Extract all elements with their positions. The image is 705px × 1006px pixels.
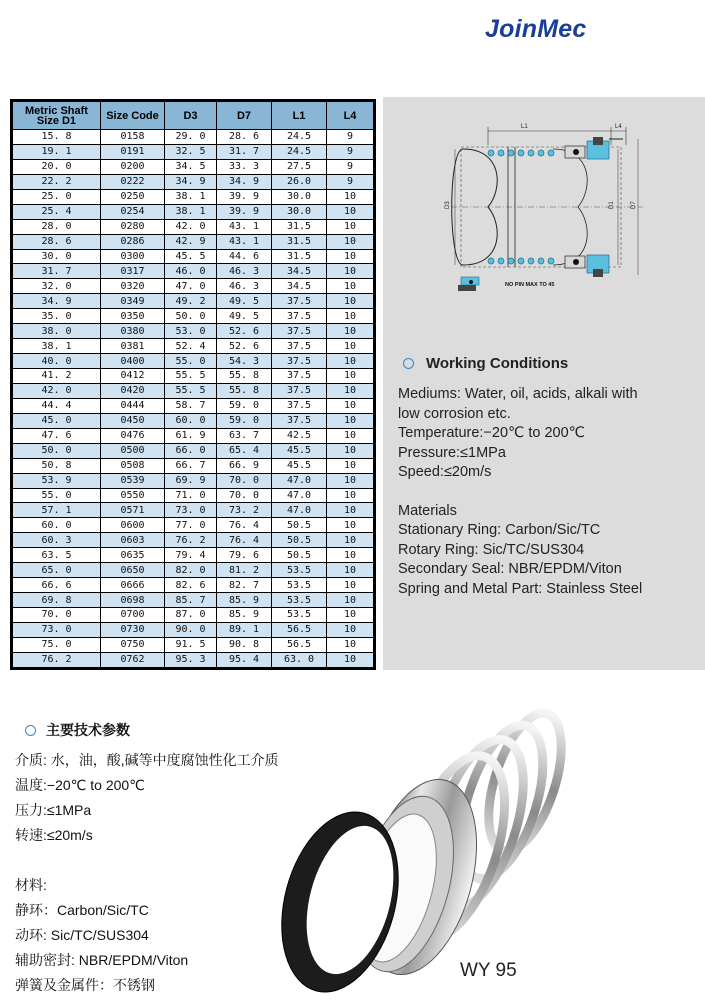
table-cell: 37.5 xyxy=(272,383,327,398)
cn-stationary: 静环：Carbon/Sic/TC xyxy=(15,902,149,918)
materials-heading: Materials xyxy=(398,502,457,519)
table-cell: 31.5 xyxy=(272,234,327,249)
cn-pressure: 压力:≤1MPa xyxy=(15,802,92,818)
table-cell: 66. 0 xyxy=(165,443,217,458)
table-row xyxy=(13,369,374,384)
table-cell: 10 xyxy=(327,279,374,294)
table-cell: 0254 xyxy=(101,204,165,219)
table-cell: 82. 7 xyxy=(217,578,272,593)
cn-materials: 材料: xyxy=(15,877,47,893)
table-cell: 10 xyxy=(327,578,374,593)
header-d7: D7 xyxy=(217,102,272,130)
table-cell: 32. 0 xyxy=(13,279,101,294)
table-cell: 10 xyxy=(327,413,374,428)
table-cell: 85. 9 xyxy=(217,593,272,608)
table-cell: 44. 4 xyxy=(13,398,101,413)
table-cell: 0476 xyxy=(101,428,165,443)
table-cell: 71. 0 xyxy=(165,488,217,503)
table-cell: 30.0 xyxy=(272,189,327,204)
table-cell: 43. 1 xyxy=(217,234,272,249)
table-cell: 38. 1 xyxy=(165,189,217,204)
table-row xyxy=(13,339,374,354)
table-cell: 20. 0 xyxy=(13,159,101,174)
drawing-panel xyxy=(383,97,705,670)
cn-temperature: 温度:−20℃ to 200℃ xyxy=(15,777,145,793)
table-cell: 82. 6 xyxy=(165,578,217,593)
table-cell: 10 xyxy=(327,622,374,637)
table-cell: 55. 5 xyxy=(165,383,217,398)
cn-medium: 介质: 水，油，酸,碱等中度腐蚀性化工介质 xyxy=(15,752,279,768)
table-cell: 76. 4 xyxy=(217,533,272,548)
table-cell: 34.5 xyxy=(272,279,327,294)
table-row xyxy=(13,249,374,264)
table-cell: 75. 0 xyxy=(13,637,101,652)
pin-note: NO PIN MAX TO 45 xyxy=(505,282,555,288)
table-cell: 0158 xyxy=(101,130,165,145)
table-cell: 28. 6 xyxy=(13,234,101,249)
table-cell: 37.5 xyxy=(272,398,327,413)
table-cell: 45. 5 xyxy=(165,249,217,264)
table-cell: 10 xyxy=(327,518,374,533)
working-conditions-title xyxy=(403,355,568,372)
table-cell: 0603 xyxy=(101,533,165,548)
table-cell: 55. 0 xyxy=(165,354,217,369)
table-cell: 10 xyxy=(327,637,374,652)
table-cell: 0508 xyxy=(101,458,165,473)
table-cell: 32. 5 xyxy=(165,144,217,159)
table-cell: 52. 6 xyxy=(217,339,272,354)
table-row xyxy=(13,443,374,458)
product-name: WY 95 xyxy=(460,960,517,981)
table-cell: 10 xyxy=(327,294,374,309)
table-row xyxy=(13,593,374,608)
table-cell: 69. 8 xyxy=(13,593,101,608)
table-cell: 0571 xyxy=(101,503,165,518)
table-cell: 55. 5 xyxy=(165,369,217,384)
table-cell: 47.0 xyxy=(272,473,327,488)
table-cell: 37.5 xyxy=(272,354,327,369)
table-row xyxy=(13,219,374,234)
table-cell: 56.5 xyxy=(272,622,327,637)
table-cell: 0349 xyxy=(101,294,165,309)
table-cell: 30.0 xyxy=(272,204,327,219)
table-cell: 39. 9 xyxy=(217,189,272,204)
speed-line: Speed:≤20m/s xyxy=(398,464,492,480)
table-cell: 10 xyxy=(327,458,374,473)
table-cell: 70. 0 xyxy=(13,608,101,623)
table-cell: 49. 5 xyxy=(217,294,272,309)
table-cell: 0420 xyxy=(101,383,165,398)
table-row xyxy=(13,622,374,637)
table-cell: 35. 0 xyxy=(13,309,101,324)
table-cell: 49. 2 xyxy=(165,294,217,309)
table-cell: 38. 0 xyxy=(13,324,101,339)
table-cell: 9 xyxy=(327,144,374,159)
table-cell: 76. 2 xyxy=(13,652,101,667)
table-cell: 77. 0 xyxy=(165,518,217,533)
mediums-line-1: Mediums: Water, oil, acids, alkali with xyxy=(398,386,638,402)
table-cell: 58. 7 xyxy=(165,398,217,413)
table-cell: 34. 9 xyxy=(217,174,272,189)
pressure-line: Pressure:≤1MPa xyxy=(398,444,506,461)
table-cell: 76. 4 xyxy=(217,518,272,533)
table-cell: 60. 3 xyxy=(13,533,101,548)
table-cell: 31. 7 xyxy=(217,144,272,159)
table-cell: 38. 1 xyxy=(165,204,217,219)
table-cell: 53.5 xyxy=(272,563,327,578)
table-cell: 0286 xyxy=(101,234,165,249)
table-cell: 0550 xyxy=(101,488,165,503)
label-d7: D7 xyxy=(631,201,637,209)
table-cell: 59. 0 xyxy=(217,398,272,413)
table-cell: 81. 2 xyxy=(217,563,272,578)
table-cell: 0300 xyxy=(101,249,165,264)
table-cell: 10 xyxy=(327,383,374,398)
spring-line: Spring and Metal Part: Stainless Steel xyxy=(398,580,643,597)
header-l1: L1 xyxy=(272,102,327,130)
cn-speed: 转速:≤20m/s xyxy=(15,827,93,843)
label-d1: D1 xyxy=(609,201,615,209)
table-cell: 59. 0 xyxy=(217,413,272,428)
table-row xyxy=(13,637,374,652)
table-row xyxy=(13,533,374,548)
table-row xyxy=(13,488,374,503)
brand-logo: JoinMec xyxy=(485,15,587,43)
table-cell: 0444 xyxy=(101,398,165,413)
table-cell: 10 xyxy=(327,324,374,339)
table-row xyxy=(13,383,374,398)
mediums-line-2: low corrosion etc. xyxy=(398,405,511,422)
table-cell: 42. 0 xyxy=(165,219,217,234)
table-cell: 10 xyxy=(327,548,374,563)
table-cell: 79. 6 xyxy=(217,548,272,563)
table-cell: 0317 xyxy=(101,264,165,279)
temperature-line: Temperature:−20℃ to 200℃ xyxy=(398,425,585,441)
table-cell: 0250 xyxy=(101,189,165,204)
table-cell: 85. 7 xyxy=(165,593,217,608)
table-cell: 53.5 xyxy=(272,608,327,623)
table-cell: 31. 7 xyxy=(13,264,101,279)
table-cell: 0730 xyxy=(101,622,165,637)
table-cell: 10 xyxy=(327,563,374,578)
table-cell: 37.5 xyxy=(272,413,327,428)
table-row xyxy=(13,294,374,309)
table-cell: 53. 9 xyxy=(13,473,101,488)
table-row xyxy=(13,398,374,413)
table-row xyxy=(13,413,374,428)
table-cell: 0666 xyxy=(101,578,165,593)
table-cell: 10 xyxy=(327,593,374,608)
table-cell: 42. 0 xyxy=(13,383,101,398)
table-cell: 33. 3 xyxy=(217,159,272,174)
table-cell: 27.5 xyxy=(272,159,327,174)
table-cell: 54. 3 xyxy=(217,354,272,369)
bullet-circle-icon xyxy=(403,358,414,369)
table-cell: 87. 0 xyxy=(165,608,217,623)
table-cell: 10 xyxy=(327,369,374,384)
table-cell: 46. 3 xyxy=(217,264,272,279)
table-cell: 60. 0 xyxy=(13,518,101,533)
table-cell: 50. 0 xyxy=(13,443,101,458)
table-cell: 52. 6 xyxy=(217,324,272,339)
table-cell: 56.5 xyxy=(272,637,327,652)
table-row xyxy=(13,279,374,294)
label-d3: D3 xyxy=(445,201,451,209)
table-cell: 10 xyxy=(327,473,374,488)
table-row xyxy=(13,234,374,249)
table-cell: 60. 0 xyxy=(165,413,217,428)
table-row xyxy=(13,354,374,369)
table-cell: 55. 8 xyxy=(217,383,272,398)
dimension-table xyxy=(10,99,376,670)
table-row xyxy=(13,204,374,219)
table-cell: 50. 0 xyxy=(165,309,217,324)
table-cell: 26.0 xyxy=(272,174,327,189)
table-cell: 46. 3 xyxy=(217,279,272,294)
cn-spring: 弹簧及金属件：不锈钢 xyxy=(15,977,155,993)
working-conditions-body xyxy=(398,385,703,599)
table-cell: 63. 7 xyxy=(217,428,272,443)
table-cell: 10 xyxy=(327,428,374,443)
table-cell: 85. 9 xyxy=(217,608,272,623)
table-cell: 0200 xyxy=(101,159,165,174)
table-cell: 19. 1 xyxy=(13,144,101,159)
table-row xyxy=(13,652,374,667)
table-cell: 10 xyxy=(327,443,374,458)
table-cell: 73. 0 xyxy=(13,622,101,637)
table-cell: 65. 0 xyxy=(13,563,101,578)
table-row xyxy=(13,324,374,339)
table-row xyxy=(13,144,374,159)
table-cell: 91. 5 xyxy=(165,637,217,652)
table-cell: 0635 xyxy=(101,548,165,563)
table-cell: 38. 1 xyxy=(13,339,101,354)
table-cell: 9 xyxy=(327,130,374,145)
table-cell: 10 xyxy=(327,503,374,518)
table-cell: 90. 8 xyxy=(217,637,272,652)
table-row xyxy=(13,174,374,189)
seal-technical-drawing xyxy=(443,109,653,299)
table-cell: 0350 xyxy=(101,309,165,324)
table-cell: 65. 4 xyxy=(217,443,272,458)
table-cell: 79. 4 xyxy=(165,548,217,563)
table-row xyxy=(13,608,374,623)
table-cell: 42.5 xyxy=(272,428,327,443)
table-cell: 24.5 xyxy=(272,144,327,159)
table-cell: 37.5 xyxy=(272,324,327,339)
table-cell: 37.5 xyxy=(272,369,327,384)
rotary-ring-line: Rotary Ring: Sic/TC/SUS304 xyxy=(398,541,585,558)
table-cell: 10 xyxy=(327,488,374,503)
table-cell: 89. 1 xyxy=(217,622,272,637)
table-cell: 10 xyxy=(327,249,374,264)
table-row xyxy=(13,264,374,279)
secondary-seal-line: Secondary Seal: NBR/EPDM/Viton xyxy=(398,561,622,577)
stationary-ring-line: Stationary Ring: Carbon/Sic/TC xyxy=(398,522,601,538)
table-cell: 0381 xyxy=(101,339,165,354)
table-cell: 10 xyxy=(327,189,374,204)
table-cell: 34.5 xyxy=(272,264,327,279)
table-cell: 24.5 xyxy=(272,130,327,145)
table-cell: 28. 6 xyxy=(217,130,272,145)
table-cell: 0450 xyxy=(101,413,165,428)
table-row xyxy=(13,458,374,473)
table-cell: 0400 xyxy=(101,354,165,369)
table-cell: 66. 6 xyxy=(13,578,101,593)
table-cell: 0650 xyxy=(101,563,165,578)
table-cell: 10 xyxy=(327,339,374,354)
table-cell: 37.5 xyxy=(272,294,327,309)
table-cell: 0500 xyxy=(101,443,165,458)
table-cell: 30. 0 xyxy=(13,249,101,264)
chinese-title: 主要技术参数 xyxy=(46,722,130,738)
table-cell: 66. 7 xyxy=(165,458,217,473)
table-cell: 34. 9 xyxy=(165,174,217,189)
table-cell: 10 xyxy=(327,264,374,279)
table-cell: 10 xyxy=(327,533,374,548)
table-cell: 9 xyxy=(327,174,374,189)
working-conditions-heading: Working Conditions xyxy=(426,355,569,372)
table-cell: 44. 6 xyxy=(217,249,272,264)
table-row xyxy=(13,309,374,324)
table-cell: 10 xyxy=(327,234,374,249)
table-cell: 0222 xyxy=(101,174,165,189)
table-row xyxy=(13,189,374,204)
table-cell: 45.5 xyxy=(272,458,327,473)
table-cell: 25. 4 xyxy=(13,204,101,219)
table-cell: 95. 4 xyxy=(217,652,272,667)
table-cell: 34. 9 xyxy=(13,294,101,309)
table-cell: 55. 0 xyxy=(13,488,101,503)
table-cell: 52. 4 xyxy=(165,339,217,354)
cn-rotary: 动环: Sic/TC/SUS304 xyxy=(15,927,149,943)
header-d3: D3 xyxy=(165,102,217,130)
table-cell: 22. 2 xyxy=(13,174,101,189)
table-cell: 57. 1 xyxy=(13,503,101,518)
table-cell: 41. 2 xyxy=(13,369,101,384)
table-cell: 10 xyxy=(327,204,374,219)
table-cell: 47.0 xyxy=(272,488,327,503)
table-cell: 28. 0 xyxy=(13,219,101,234)
table-cell: 0380 xyxy=(101,324,165,339)
table-cell: 0320 xyxy=(101,279,165,294)
table-cell: 61. 9 xyxy=(165,428,217,443)
table-cell: 50.5 xyxy=(272,518,327,533)
table-body xyxy=(13,130,374,668)
table-row xyxy=(13,548,374,563)
table-row xyxy=(13,578,374,593)
header-size-code: Size Code xyxy=(101,102,165,130)
table-cell: 0539 xyxy=(101,473,165,488)
table-cell: 37.5 xyxy=(272,309,327,324)
table-cell: 73. 0 xyxy=(165,503,217,518)
table-cell: 29. 0 xyxy=(165,130,217,145)
table-row xyxy=(13,473,374,488)
table-row xyxy=(13,518,374,533)
table-row xyxy=(13,428,374,443)
product-photo xyxy=(270,702,610,1002)
table-cell: 95. 3 xyxy=(165,652,217,667)
header-shaft-size: Metric Shaft Size D1 xyxy=(13,102,101,130)
table-cell: 10 xyxy=(327,219,374,234)
table-cell: 63. 5 xyxy=(13,548,101,563)
table-cell: 63. 0 xyxy=(272,652,327,667)
table-cell: 76. 2 xyxy=(165,533,217,548)
table-cell: 40. 0 xyxy=(13,354,101,369)
table-cell: 0750 xyxy=(101,637,165,652)
table-cell: 45.5 xyxy=(272,443,327,458)
table-cell: 53. 0 xyxy=(165,324,217,339)
table-cell: 90. 0 xyxy=(165,622,217,637)
table-cell: 53.5 xyxy=(272,593,327,608)
table-cell: 37.5 xyxy=(272,339,327,354)
table-cell: 39. 9 xyxy=(217,204,272,219)
table-cell: 70. 0 xyxy=(217,488,272,503)
table-cell: 55. 8 xyxy=(217,369,272,384)
table-cell: 31.5 xyxy=(272,219,327,234)
table-cell: 10 xyxy=(327,398,374,413)
header-l4: L4 xyxy=(327,102,374,130)
table-cell: 25. 0 xyxy=(13,189,101,204)
table-cell: 0698 xyxy=(101,593,165,608)
table-cell: 0191 xyxy=(101,144,165,159)
table-cell: 0600 xyxy=(101,518,165,533)
table-cell: 50.5 xyxy=(272,548,327,563)
table-cell: 0700 xyxy=(101,608,165,623)
table-cell: 47. 6 xyxy=(13,428,101,443)
table-cell: 34. 5 xyxy=(165,159,217,174)
label-l1: L1 xyxy=(521,124,528,130)
table-cell: 70. 0 xyxy=(217,473,272,488)
table-cell: 10 xyxy=(327,652,374,667)
table-cell: 0412 xyxy=(101,369,165,384)
table-cell: 50. 8 xyxy=(13,458,101,473)
table-cell: 66. 9 xyxy=(217,458,272,473)
table-row xyxy=(13,503,374,518)
table-cell: 47.0 xyxy=(272,503,327,518)
table-row xyxy=(13,130,374,145)
bullet-circle-icon xyxy=(25,725,36,736)
table-cell: 0762 xyxy=(101,652,165,667)
table-cell: 9 xyxy=(327,159,374,174)
label-l4: L4 xyxy=(615,124,622,130)
table-cell: 15. 8 xyxy=(13,130,101,145)
table-cell: 53.5 xyxy=(272,578,327,593)
table-cell: 10 xyxy=(327,608,374,623)
table-cell: 43. 1 xyxy=(217,219,272,234)
table-cell: 49. 5 xyxy=(217,309,272,324)
table-cell: 82. 0 xyxy=(165,563,217,578)
table-cell: 42. 9 xyxy=(165,234,217,249)
table-cell: 31.5 xyxy=(272,249,327,264)
table-cell: 10 xyxy=(327,354,374,369)
table-cell: 50.5 xyxy=(272,533,327,548)
table-row xyxy=(13,159,374,174)
table-row xyxy=(13,563,374,578)
table-cell: 73. 2 xyxy=(217,503,272,518)
table-cell: 46. 0 xyxy=(165,264,217,279)
cn-seal: 辅助密封: NBR/EPDM/Viton xyxy=(15,952,189,968)
table-cell: 10 xyxy=(327,309,374,324)
table-cell: 45. 0 xyxy=(13,413,101,428)
table-cell: 47. 0 xyxy=(165,279,217,294)
table-cell: 69. 9 xyxy=(165,473,217,488)
table-cell: 0280 xyxy=(101,219,165,234)
